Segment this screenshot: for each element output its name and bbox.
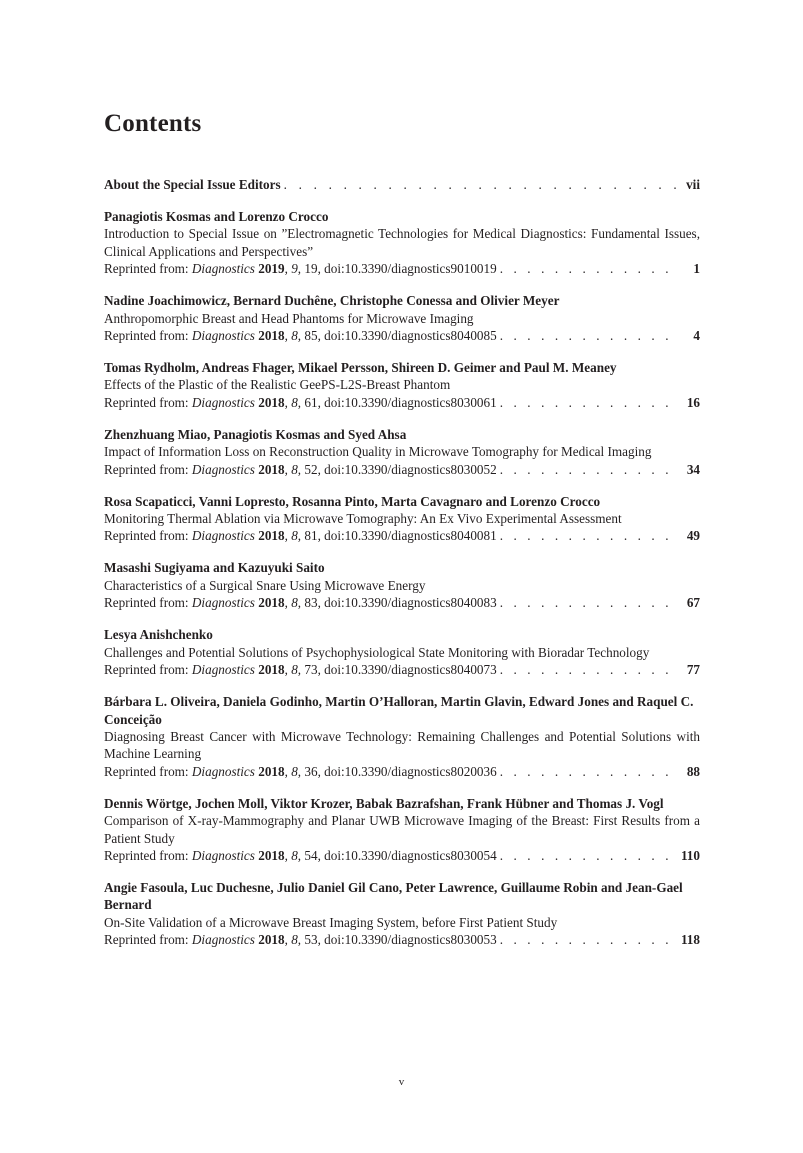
toc-entry[interactable] [104,559,700,611]
publication-year: 2018 [258,932,285,948]
publication-year: 2019 [258,261,285,277]
toc-entry[interactable] [104,879,700,949]
page-footer-number: v [398,1076,405,1088]
publication-year: 2018 [258,394,285,410]
dot-leader [500,763,676,780]
volume-number: 8 [291,662,298,678]
entry-title: Challenges and Potential Solutions of Psychophysiological State Monitoring with Bioradar Technology [104,644,650,660]
journal-name: Diagnostics [191,328,255,344]
about-page-number: vii [686,177,700,192]
reprint-prefix: Reprinted from: [104,847,189,863]
dot-leader [500,394,676,411]
about-label: About the Special Issue Editors [104,177,281,192]
entry-reference-line: Reprinted from: Diagnostics 2018 , 8 , 36, doi:10.3390/diagnostics8020036 . . . 88 [104,763,700,780]
publication-year: 2018 [258,662,285,678]
dot-leader [500,260,676,277]
journal-name: Diagnostics [191,595,255,611]
dot-leader [500,461,676,478]
entry-page-number: 49 [686,528,700,544]
volume-number: 8 [291,763,298,779]
publication-year: 2018 [258,847,285,863]
article-doi: , 19, doi:10.3390/diagnostics9010019 [297,261,497,277]
entry-title: Anthropomorphic Breast and Head Phantoms for Microwave Imaging [104,310,474,326]
volume-number: 8 [291,394,298,410]
publication-year: 2018 [258,763,285,779]
toc-entry[interactable] [104,426,700,478]
entry-title: Monitoring Thermal Ablation via Microwave Tomography: An Ex Vivo Experimental Assessment [104,511,622,527]
entry-title: Characteristics of a Surgical Snare Using Microwave Energy [104,577,426,593]
journal-name: Diagnostics [191,932,255,948]
journal-name: Diagnostics [191,763,255,779]
entry-authors: Bárbara L. Oliveira, Daniela Godinho, Martin O’Halloran, Martin Glavin, Edward Jones and Raquel C. Conceição [104,694,694,727]
entry-title: Introduction to Special Issue on ”Electromagnetic Technologies for Medical Diagnostics: Fundamental Issues, Clinical Applications and Perspectives” [104,226,700,259]
reprint-prefix: Reprinted from: [104,528,189,544]
reprint-prefix: Reprinted from: [104,595,189,611]
entry-authors: Nadine Joachimowicz, Bernard Duchêne, Christophe Conessa and Olivier Meyer [104,293,560,309]
entry-authors: Lesya Anishchenko [104,627,213,643]
publication-year: 2018 [258,528,285,544]
entry-reference-line: Reprinted from: Diagnostics 2018 , 8 , 73, doi:10.3390/diagnostics8040073 . . . 77 [104,661,700,678]
entry-authors: Tomas Rydholm, Andreas Fhager, Mikael Persson, Shireen D. Geimer and Paul M. Meaney [104,360,617,376]
journal-name: Diagnostics [191,662,255,678]
dot-leader [500,527,676,544]
volume-number: 8 [291,595,298,611]
reprint-prefix: Reprinted from: [104,763,189,779]
entry-reference-line: Reprinted from: Diagnostics 2018 , 8 , 85, doi:10.3390/diagnostics8040085 . . . 4 [104,327,700,344]
journal-name: Diagnostics [191,461,255,477]
entry-page-number: 67 [686,595,700,611]
dot-leader [500,594,676,611]
entry-title: Diagnosing Breast Cancer with Microwave Technology: Remaining Challenges and Potential Solutions with Machine Learning [104,728,700,762]
toc-entry[interactable] [104,693,700,780]
dot-leader [500,847,676,864]
entry-reference-line: Reprinted from: Diagnostics 2018 , 8 , 81, doi:10.3390/diagnostics8040081 . . . 49 [104,527,700,544]
page-title: Contents [104,110,202,137]
entry-title: Effects of the Plastic of the Realistic GeePS-L2S-Breast Phantom [104,377,451,393]
journal-name: Diagnostics [191,261,255,277]
table-of-contents [104,176,700,963]
toc-entry[interactable] [104,795,700,865]
toc-entries [104,208,700,949]
entry-page-number: 34 [686,461,700,477]
entry-title: Comparison of X-ray-Mammography and Planar UWB Microwave Imaging of the Breast: First Results from a Patient Study [104,813,700,846]
entry-reference-line: Reprinted from: Diagnostics 2018 , 8 , 52, doi:10.3390/diagnostics8030052 . . . 34 [104,461,700,478]
toc-entry[interactable] [104,208,700,278]
entry-title: On-Site Validation of a Microwave Breast Imaging System, before First Patient Study [104,914,558,930]
article-doi: , 81, doi:10.3390/diagnostics8040081 [297,528,497,544]
volume-number: 8 [291,328,298,344]
toc-about-row[interactable] [104,176,700,193]
entry-page-number: 118 [680,932,700,948]
entry-page-number: 4 [693,328,700,344]
entry-authors: Rosa Scapaticci, Vanni Lopresto, Rosanna Pinto, Marta Cavagnaro and Lorenzo Crocco [104,493,601,509]
dot-leader [284,176,676,193]
volume-number: 8 [291,461,298,477]
article-doi: , 53, doi:10.3390/diagnostics8030053 [297,932,497,948]
entry-reference-line: Reprinted from: Diagnostics 2018 , 8 , 54, doi:10.3390/diagnostics8030054 . . . 110 [104,847,700,864]
article-doi: , 52, doi:10.3390/diagnostics8030052 [297,461,497,477]
entry-page-number: 110 [680,847,700,863]
volume-number: 8 [291,847,298,863]
dot-leader [500,931,676,948]
volume-number: 8 [291,932,298,948]
article-doi: , 36, doi:10.3390/diagnostics8020036 [297,763,497,779]
reprint-prefix: Reprinted from: [104,328,189,344]
article-doi: , 73, doi:10.3390/diagnostics8040073 [297,662,497,678]
journal-name: Diagnostics [191,394,255,410]
entry-reference-line: Reprinted from: Diagnostics 2018 , 8 , 83, doi:10.3390/diagnostics8040083 . . . 67 [104,594,700,611]
volume-number: 9 [291,261,298,277]
journal-name: Diagnostics [191,847,255,863]
entry-authors: Masashi Sugiyama and Kazuyuki Saito [104,560,325,576]
article-doi: , 83, doi:10.3390/diagnostics8040083 [297,595,497,611]
entry-reference-line: Reprinted from: Diagnostics 2018 , 8 , 61, doi:10.3390/diagnostics8030061 . . . 16 [104,394,700,411]
entry-reference-line: Reprinted from: Diagnostics 2018 , 8 , 53, doi:10.3390/diagnostics8030053 . . . 118 [104,931,700,948]
toc-entry[interactable] [104,626,700,678]
publication-year: 2018 [258,595,285,611]
entry-page-number: 16 [686,394,700,410]
reprint-prefix: Reprinted from: [104,932,189,948]
article-doi: , 54, doi:10.3390/diagnostics8030054 [297,847,497,863]
journal-name: Diagnostics [191,528,255,544]
article-doi: , 61, doi:10.3390/diagnostics8030061 [297,394,497,410]
reprint-prefix: Reprinted from: [104,394,189,410]
reprint-prefix: Reprinted from: [104,662,189,678]
dot-leader [500,327,676,344]
toc-entry[interactable] [104,493,700,545]
publication-year: 2018 [258,328,285,344]
reprint-prefix: Reprinted from: [104,261,189,277]
volume-number: 8 [291,528,298,544]
entry-page-number: 88 [686,763,700,779]
entry-page-number: 1 [693,261,700,277]
entry-authors: Dennis Wörtge, Jochen Moll, Viktor Krozer, Babak Bazrafshan, Frank Hübner and Thomas J. Vogl [104,795,664,811]
entry-title: Impact of Information Loss on Reconstruction Quality in Microwave Tomography for Medical Imaging [104,444,652,460]
entry-reference-line: Reprinted from: Diagnostics 2019 , 9 , 19, doi:10.3390/diagnostics9010019 . . . 1 [104,260,700,277]
entry-page-number: 77 [686,662,700,678]
publication-year: 2018 [258,461,285,477]
entry-authors: Zhenzhuang Miao, Panagiotis Kosmas and Syed Ahsa [104,426,407,442]
reprint-prefix: Reprinted from: [104,461,189,477]
entry-authors: Panagiotis Kosmas and Lorenzo Crocco [104,209,329,224]
entry-authors: Angie Fasoula, Luc Duchesne, Julio Daniel Gil Cano, Peter Lawrence, Guillaume Robin and Jean-Gael Bernard [104,879,683,913]
toc-entry[interactable] [104,359,700,411]
dot-leader [500,661,676,678]
article-doi: , 85, doi:10.3390/diagnostics8040085 [297,328,497,344]
toc-entry[interactable] [104,292,700,344]
